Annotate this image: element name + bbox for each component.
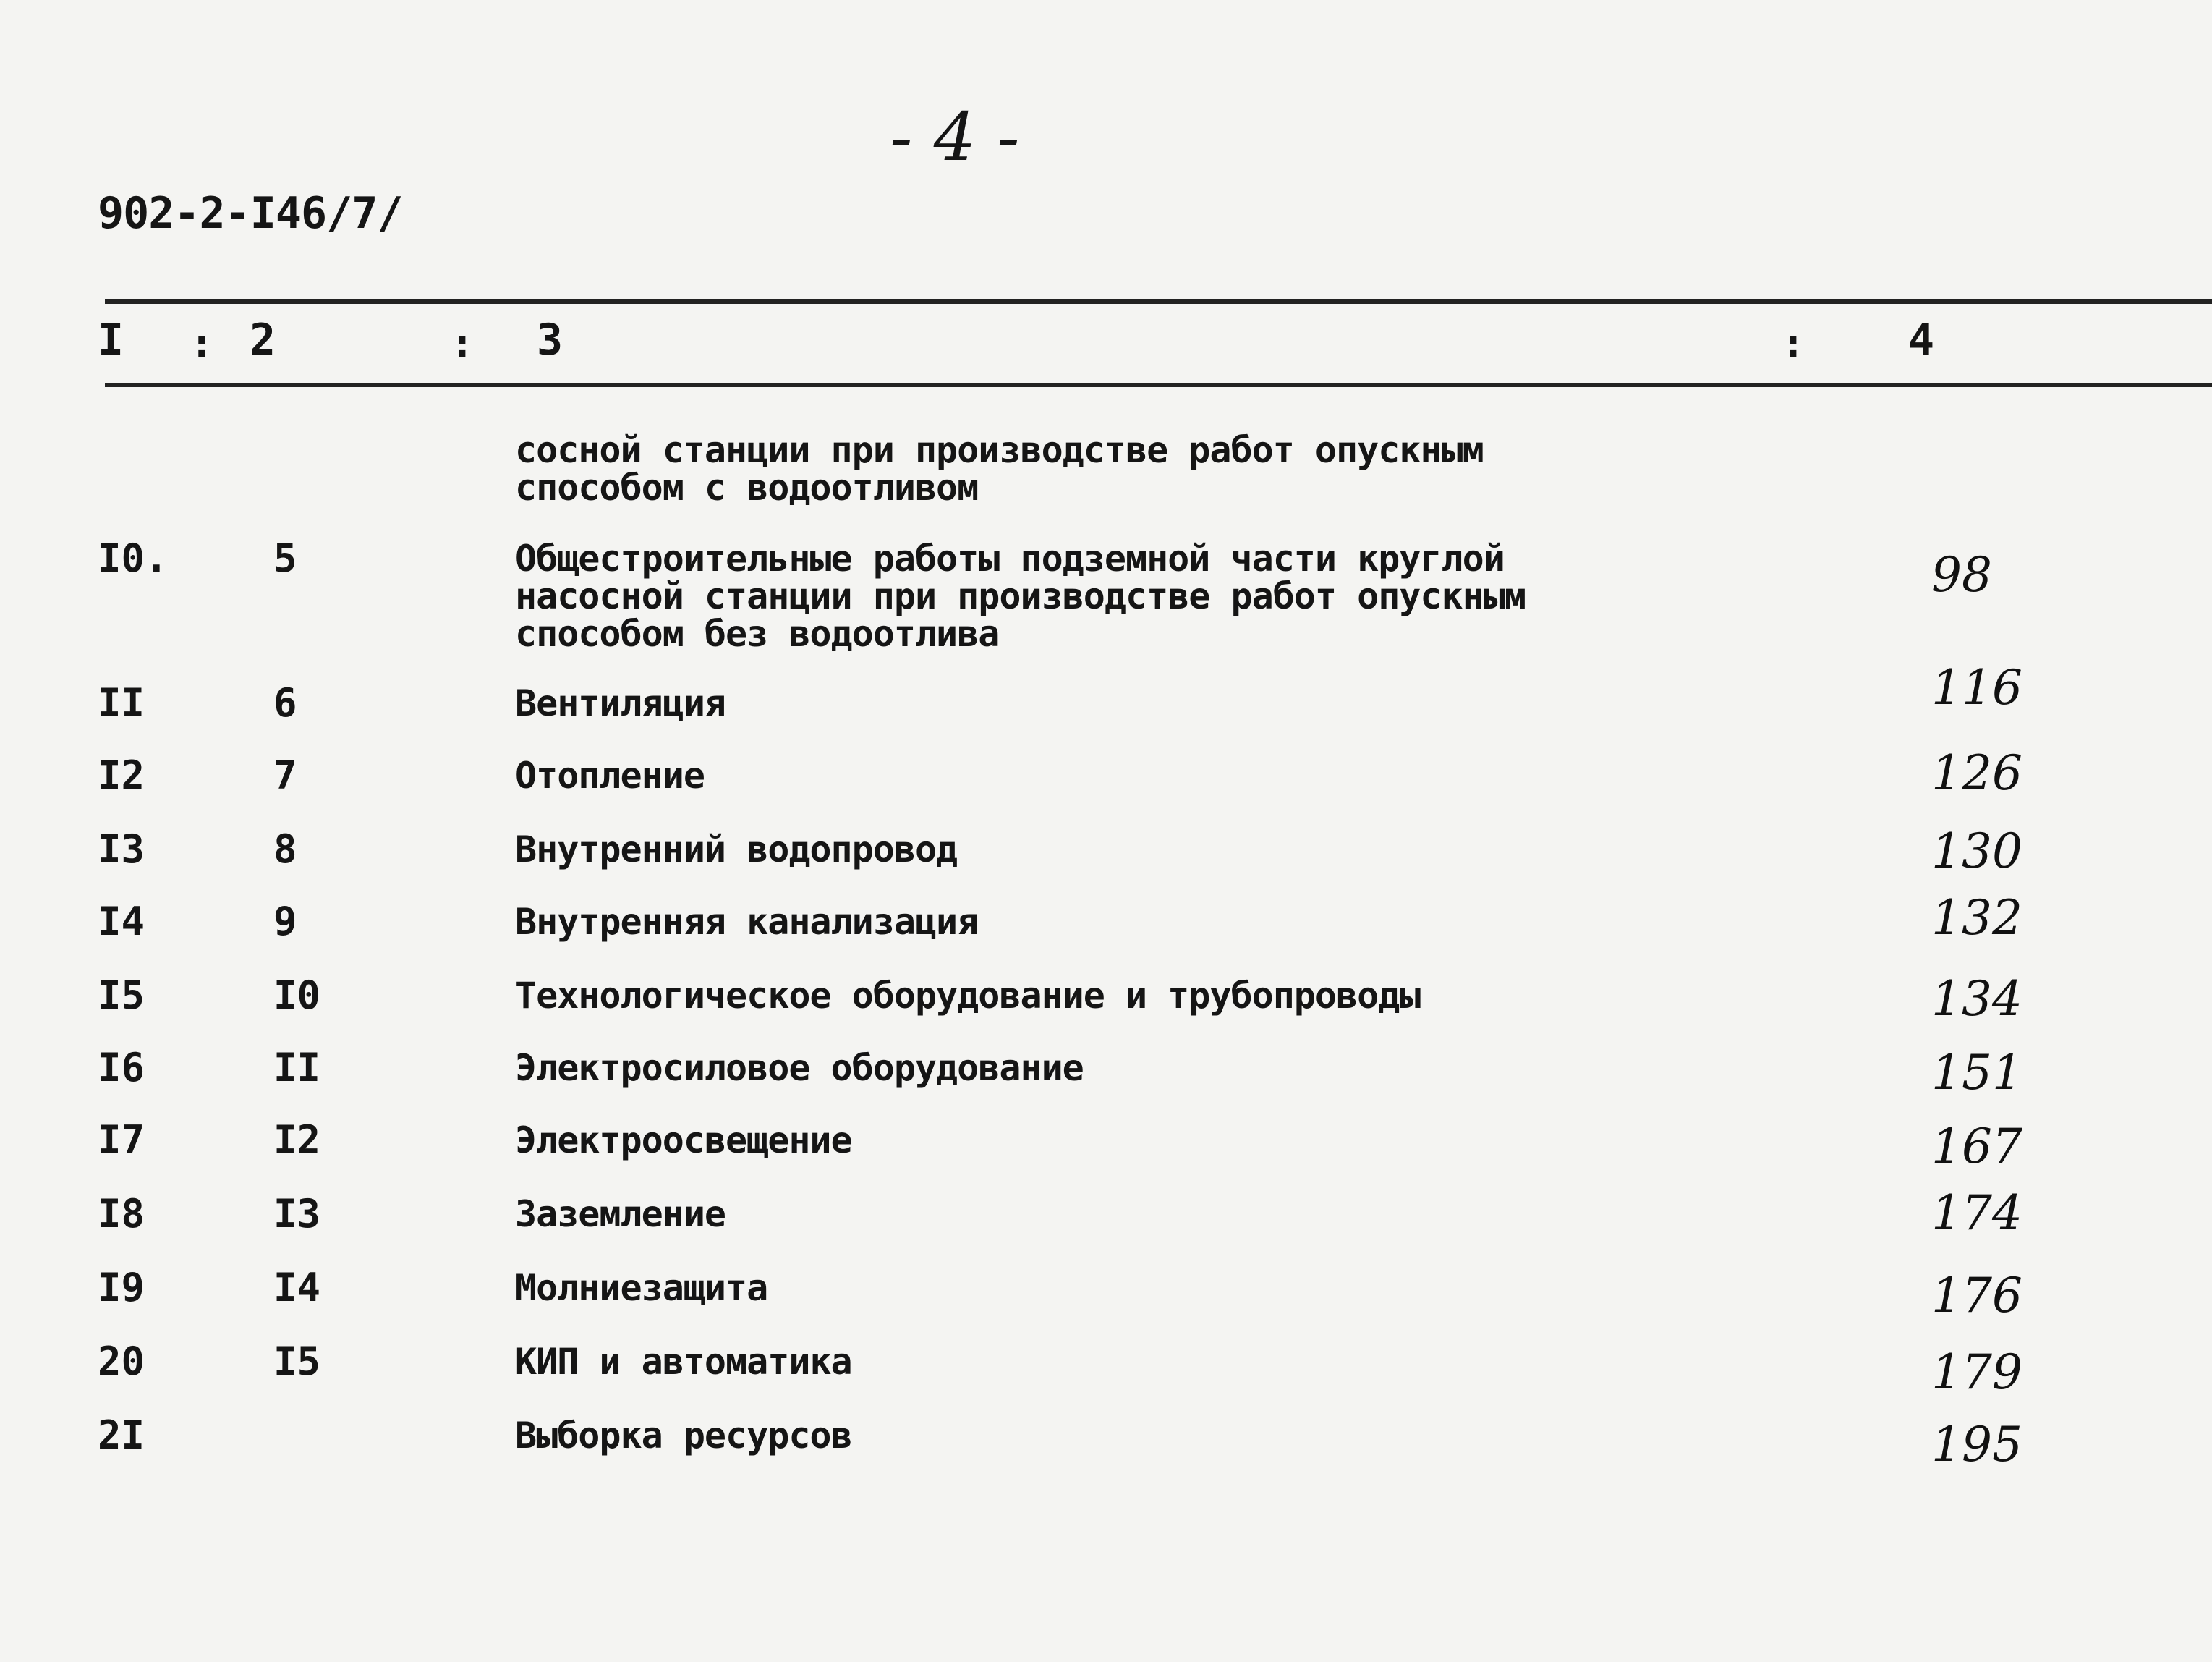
- header-separator: :: [1781, 321, 1805, 368]
- row-number: I4: [98, 899, 145, 944]
- row-title: Заземление: [515, 1193, 726, 1235]
- row-page: 151: [1931, 1045, 2022, 1101]
- table-top-rule: [105, 299, 2212, 304]
- row-section: 5: [273, 535, 297, 581]
- row-title: Электросиловое оборудование: [515, 1047, 1084, 1089]
- row-title: Выборка ресурсов: [515, 1415, 852, 1457]
- header-col-1: I: [98, 315, 124, 365]
- row-section: 7: [273, 752, 297, 798]
- header-col-2: 2: [250, 315, 276, 365]
- row-number: 2I: [98, 1412, 145, 1458]
- row-page: 167: [1931, 1119, 2022, 1174]
- row-page: 116: [1931, 660, 2022, 716]
- row-page: 98: [1931, 547, 1992, 603]
- row-number: I7: [98, 1117, 145, 1163]
- row-number: I5: [98, 972, 145, 1018]
- row-section: I4: [273, 1265, 321, 1310]
- row-section: I2: [273, 1117, 321, 1163]
- document-code: 902-2-I46/7/: [98, 188, 403, 239]
- row-section: I5: [273, 1339, 321, 1384]
- row-title: Отопление: [515, 755, 705, 797]
- row-title: Вентиляция: [515, 682, 726, 724]
- row-number: I2: [98, 752, 145, 798]
- row-number: I9: [98, 1265, 145, 1310]
- row-title: Электроосвещение: [515, 1119, 852, 1161]
- row-section: I0: [273, 972, 321, 1018]
- row-title: Внутренний водопровод: [515, 828, 958, 870]
- row-section: II: [273, 1045, 321, 1090]
- row-title: Общестроительные работы подземной части круглой насосной станции при производстве работ опускным способом без водоотлива: [515, 538, 1526, 655]
- row-title: Технологическое оборудование и трубопроводы: [515, 975, 1421, 1017]
- row-title: КИП и автоматика: [515, 1341, 852, 1383]
- table-header-rule: [105, 383, 2212, 387]
- row-title: Молниезащита: [515, 1267, 768, 1309]
- continuation-text: сосной станции при производстве работ опускным способом с водоотливом: [515, 429, 1484, 509]
- header-col-3: 3: [537, 315, 563, 365]
- header-col-4: 4: [1908, 315, 1935, 365]
- row-page: 174: [1931, 1185, 2022, 1241]
- row-section: 9: [273, 899, 297, 944]
- row-number: I0.: [98, 535, 169, 581]
- row-page: 132: [1931, 890, 2022, 946]
- row-number: II: [98, 680, 145, 726]
- row-number: I8: [98, 1191, 145, 1237]
- row-page: 195: [1931, 1417, 2022, 1472]
- row-page: 176: [1931, 1268, 2022, 1323]
- row-page: 134: [1931, 971, 2022, 1027]
- row-page: 179: [1931, 1344, 2022, 1400]
- row-number: I3: [98, 826, 145, 872]
- row-section: I3: [273, 1191, 321, 1237]
- header-separator: :: [450, 321, 475, 368]
- row-section: 6: [273, 680, 297, 726]
- row-title: Внутренняя канализация: [515, 901, 979, 943]
- row-section: 8: [273, 826, 297, 872]
- page-number: - 4 -: [890, 98, 1020, 176]
- row-number: 20: [98, 1339, 145, 1384]
- row-page: 126: [1931, 745, 2022, 801]
- header-separator: :: [190, 321, 214, 368]
- row-number: I6: [98, 1045, 145, 1090]
- row-page: 130: [1931, 823, 2022, 879]
